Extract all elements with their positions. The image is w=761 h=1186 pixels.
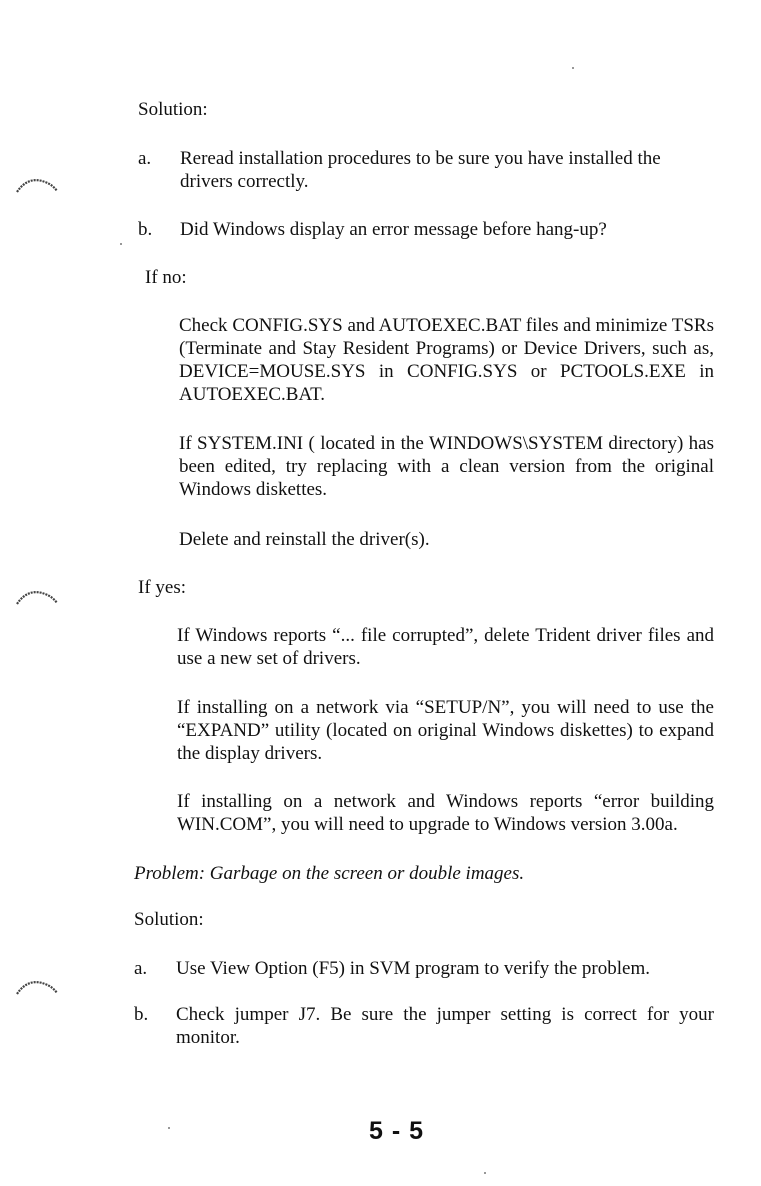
item-letter: b.	[134, 1004, 149, 1025]
scan-speck	[168, 1127, 170, 1129]
item-text: Use View Option (F5) in SVM program to verify the problem.	[176, 958, 650, 979]
binder-hole-mark	[15, 978, 59, 996]
binder-hole-mark	[15, 588, 59, 606]
if-no-paragraph: Delete and reinstall the driver(s).	[179, 529, 430, 550]
page-number: 5 - 5	[369, 1117, 425, 1145]
scan-speck	[572, 67, 574, 69]
solution-item-a	[138, 147, 718, 193]
item-text: Reread installation procedures to be sure you have installed the drivers correctly.	[180, 148, 661, 192]
if-yes-label: If yes:	[138, 577, 187, 598]
if-yes-paragraph: If Windows reports “... file corrupted”, delete Trident driver files and use a new set of drivers.	[177, 625, 714, 669]
binder-hole-mark	[15, 176, 59, 194]
if-no-paragraph: If SYSTEM.INI ( located in the WINDOWS\SYSTEM directory) has been edited, try replacing with a clean version from the original Windows diskettes.	[179, 433, 714, 500]
if-yes-paragraph: If installing on a network via “SETUP/N”, you will need to use the “EXPAND” utility (located on original Windows diskettes) to expand the display drivers.	[177, 697, 714, 764]
if-yes-paragraph: If installing on a network and Windows reports “error building WIN.COM”, you will need to upgrade to Windows version 3.00a.	[177, 791, 714, 835]
problem-heading: Problem: Garbage on the screen or double images.	[134, 863, 525, 884]
item-letter: b.	[138, 219, 153, 240]
scan-speck	[120, 243, 122, 245]
item-text: Check jumper J7. Be sure the jumper setting is correct for your monitor.	[176, 1004, 714, 1048]
item-letter: a.	[134, 958, 148, 979]
item-text: Did Windows display an error message before hang-up?	[180, 219, 607, 240]
solution-item-b	[134, 1003, 714, 1049]
solution-item-b	[138, 218, 718, 241]
solution-item-a	[134, 957, 714, 980]
solution-label: Solution:	[134, 909, 204, 930]
solution-label: Solution:	[138, 99, 208, 120]
item-letter: a.	[138, 148, 152, 169]
if-no-label: If no:	[145, 267, 187, 288]
scan-speck	[484, 1172, 486, 1174]
if-no-paragraph: Check CONFIG.SYS and AUTOEXEC.BAT files and minimize TSRs (Terminate and Stay Resident Programs) or Device Drivers, such as, DEVICE=MOUSE.SYS in CONFIG.SYS or PCTOOLS.EXE in AUTOEXEC.BAT.	[179, 315, 714, 405]
